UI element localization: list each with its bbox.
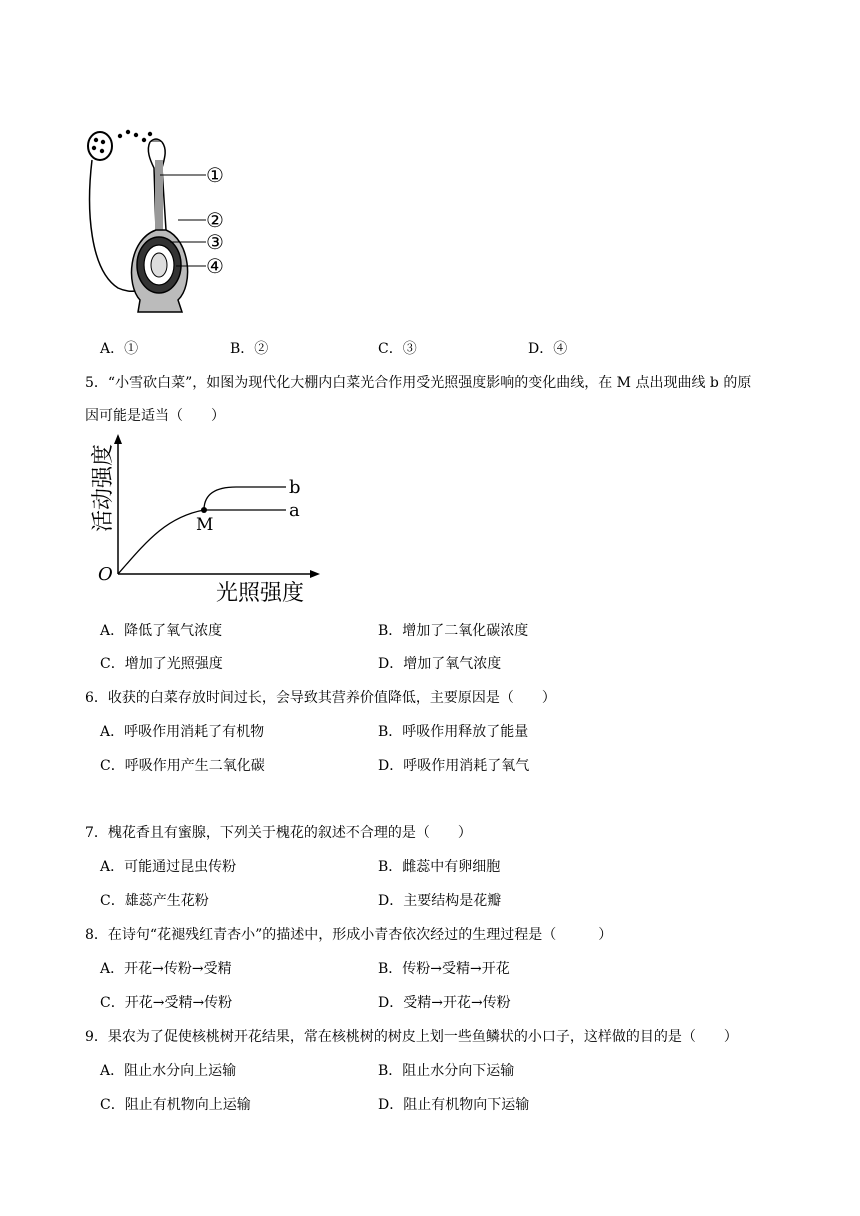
q9-option-b[interactable]: B．阻止水分向下运输 <box>378 1063 515 1079</box>
q9-stem: 9．果农为了促使核桃树开花结果，常在核桃树的树皮上划一些鱼鳞状的小口子，这样做的目的是（ ） <box>85 1029 738 1045</box>
q5-option-a[interactable]: A．降低了氧气浓度 <box>100 623 223 639</box>
x-axis-label: 光照强度 <box>216 581 305 606</box>
q8-stem: 8．在诗句“花褪残红青杏小”的描述中，形成小青杏依次经过的生理过程是（ ） <box>85 927 613 943</box>
y-axis-label: 活动强度 <box>91 443 116 532</box>
diagram-label-4: ④ <box>206 254 224 278</box>
q4-option-c[interactable]: C．③ <box>378 341 417 357</box>
q8-option-b[interactable]: B．传粉→受精→开花 <box>378 961 510 977</box>
diagram-label-3: ③ <box>206 230 224 254</box>
q6-option-c[interactable]: C．呼吸作用产生二氧化碳 <box>100 758 265 774</box>
q8-option-d[interactable]: D．受精→开花→传粉 <box>378 995 511 1011</box>
pistil-figure <box>78 120 258 320</box>
q9-option-c[interactable]: C．阻止有机物向上运输 <box>100 1097 251 1113</box>
q7-option-b[interactable]: B．雌蕊中有卵细胞 <box>378 859 501 875</box>
light-intensity-chart <box>86 432 326 612</box>
q5-option-d[interactable]: D．增加了氧气浓度 <box>378 656 502 672</box>
pistil-diagram <box>78 120 258 320</box>
q6-option-d[interactable]: D．呼吸作用消耗了氧气 <box>378 758 530 774</box>
q5-graph <box>86 432 326 612</box>
curve-a-label: a <box>289 500 300 521</box>
q7-option-a[interactable]: A．可能通过昆虫传粉 <box>100 859 237 875</box>
q8-option-a[interactable]: A．开花→传粉→受精 <box>100 961 232 977</box>
q6-option-a[interactable]: A．呼吸作用消耗了有机物 <box>100 724 265 740</box>
q6-stem: 6．收获的白菜存放时间过长，会导致其营养价值降低，主要原因是（ ） <box>85 690 556 706</box>
q9-option-d[interactable]: D．阻止有机物向下运输 <box>378 1097 530 1113</box>
q7-option-c[interactable]: C．雄蕊产生花粉 <box>100 893 209 909</box>
q4-option-a[interactable]: A．① <box>100 341 139 357</box>
q7-stem: 7．槐花香且有蜜腺，下列关于槐花的叙述不合理的是（ ） <box>85 825 472 841</box>
diagram-label-2: ② <box>206 208 224 232</box>
q5-stem-line2: 因可能是适当（ ） <box>85 408 225 424</box>
diagram-label-1: ① <box>206 163 224 187</box>
q4-option-d[interactable]: D．④ <box>528 341 568 357</box>
q5-stem-line1: 5．“小雪砍白菜”，如图为现代化大棚内白菜光合作用受光照强度影响的变化曲线，在 M 点出现曲线 b 的原 <box>85 375 752 391</box>
q8-option-c[interactable]: C．开花→受精→传粉 <box>100 995 233 1011</box>
q9-option-a[interactable]: A．阻止水分向上运输 <box>100 1063 237 1079</box>
q7-option-d[interactable]: D．主要结构是花瓣 <box>378 893 502 909</box>
q5-option-b[interactable]: B．增加了二氧化碳浓度 <box>378 623 529 639</box>
q6-option-b[interactable]: B．呼吸作用释放了能量 <box>378 724 529 740</box>
q4-option-b[interactable]: B．② <box>230 341 269 357</box>
point-m-label: M <box>196 515 214 535</box>
curve-b-label: b <box>289 477 301 498</box>
q5-option-c[interactable]: C．增加了光照强度 <box>100 656 223 672</box>
origin-label: O <box>98 564 113 585</box>
